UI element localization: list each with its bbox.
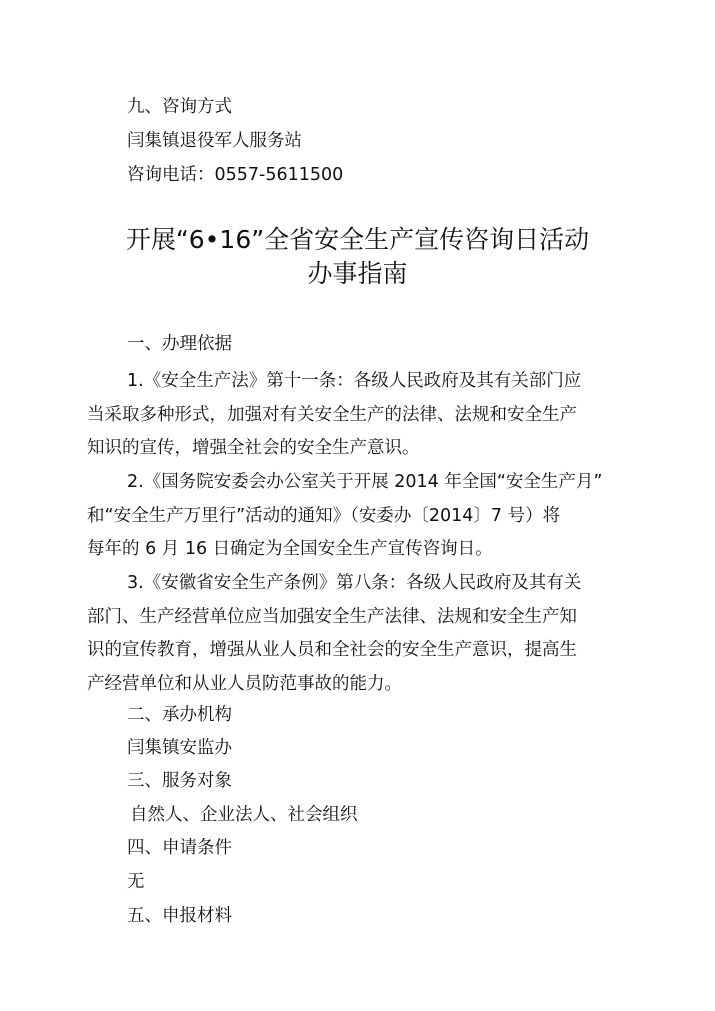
- materials-heading: 五、申报材料: [127, 906, 232, 926]
- basis-item2-line1: 2.《国务院安委会办公室关于开展 2014 年全国“安全生产月”: [127, 472, 603, 492]
- agency-heading: 二、承办机构: [127, 705, 232, 725]
- agency-value: 闫集镇安监办: [127, 738, 232, 758]
- prev-section-heading: 九、咨询方式: [127, 97, 232, 117]
- basis-item1-line3: 知识的宣传，增强全社会的安全生产意识。: [87, 438, 420, 458]
- document-title-line2: 办事指南: [307, 259, 408, 288]
- basis-heading: 一、办理依据: [127, 334, 232, 354]
- target-heading: 三、服务对象: [127, 771, 232, 791]
- basis-item3-line2: 部门、生产经营单位应当加强安全生产法律、法规和安全生产知: [87, 607, 577, 627]
- basis-item3-line1: 3.《安徽省安全生产条例》第八条：各级人民政府及其有关: [127, 573, 582, 593]
- document-title-line1: 开展“6•16”全省安全生产宣传咨询日活动: [125, 225, 590, 254]
- basis-item2-line2: 和“安全生产万里行”活动的通知》（安委办〔2014〕7 号）将: [87, 506, 561, 526]
- basis-item2-line3: 每年的 6 月 16 日确定为全国安全生产宣传咨询日。: [87, 539, 493, 559]
- basis-item1-line2: 当采取多种形式，加强对有关安全生产的法律、法规和安全生产: [87, 405, 577, 425]
- basis-item3-line3: 识的宣传教育，增强从业人员和全社会的安全生产意识，提高生: [87, 640, 577, 660]
- basis-item3-line4: 产经营单位和从业人员防范事故的能力。: [87, 674, 402, 694]
- basis-item1-line1: 1.《安全生产法》第十一条：各级人民政府及其有关部门应: [127, 371, 582, 391]
- conditions-heading: 四、申请条件: [127, 838, 232, 858]
- conditions-value: 无: [127, 872, 145, 892]
- prev-section-phone: 咨询电话：0557-5611500: [127, 165, 344, 185]
- prev-section-office: 闫集镇退役军人服务站: [127, 131, 302, 151]
- target-value: 自然人、企业法人、社会组织: [130, 805, 358, 825]
